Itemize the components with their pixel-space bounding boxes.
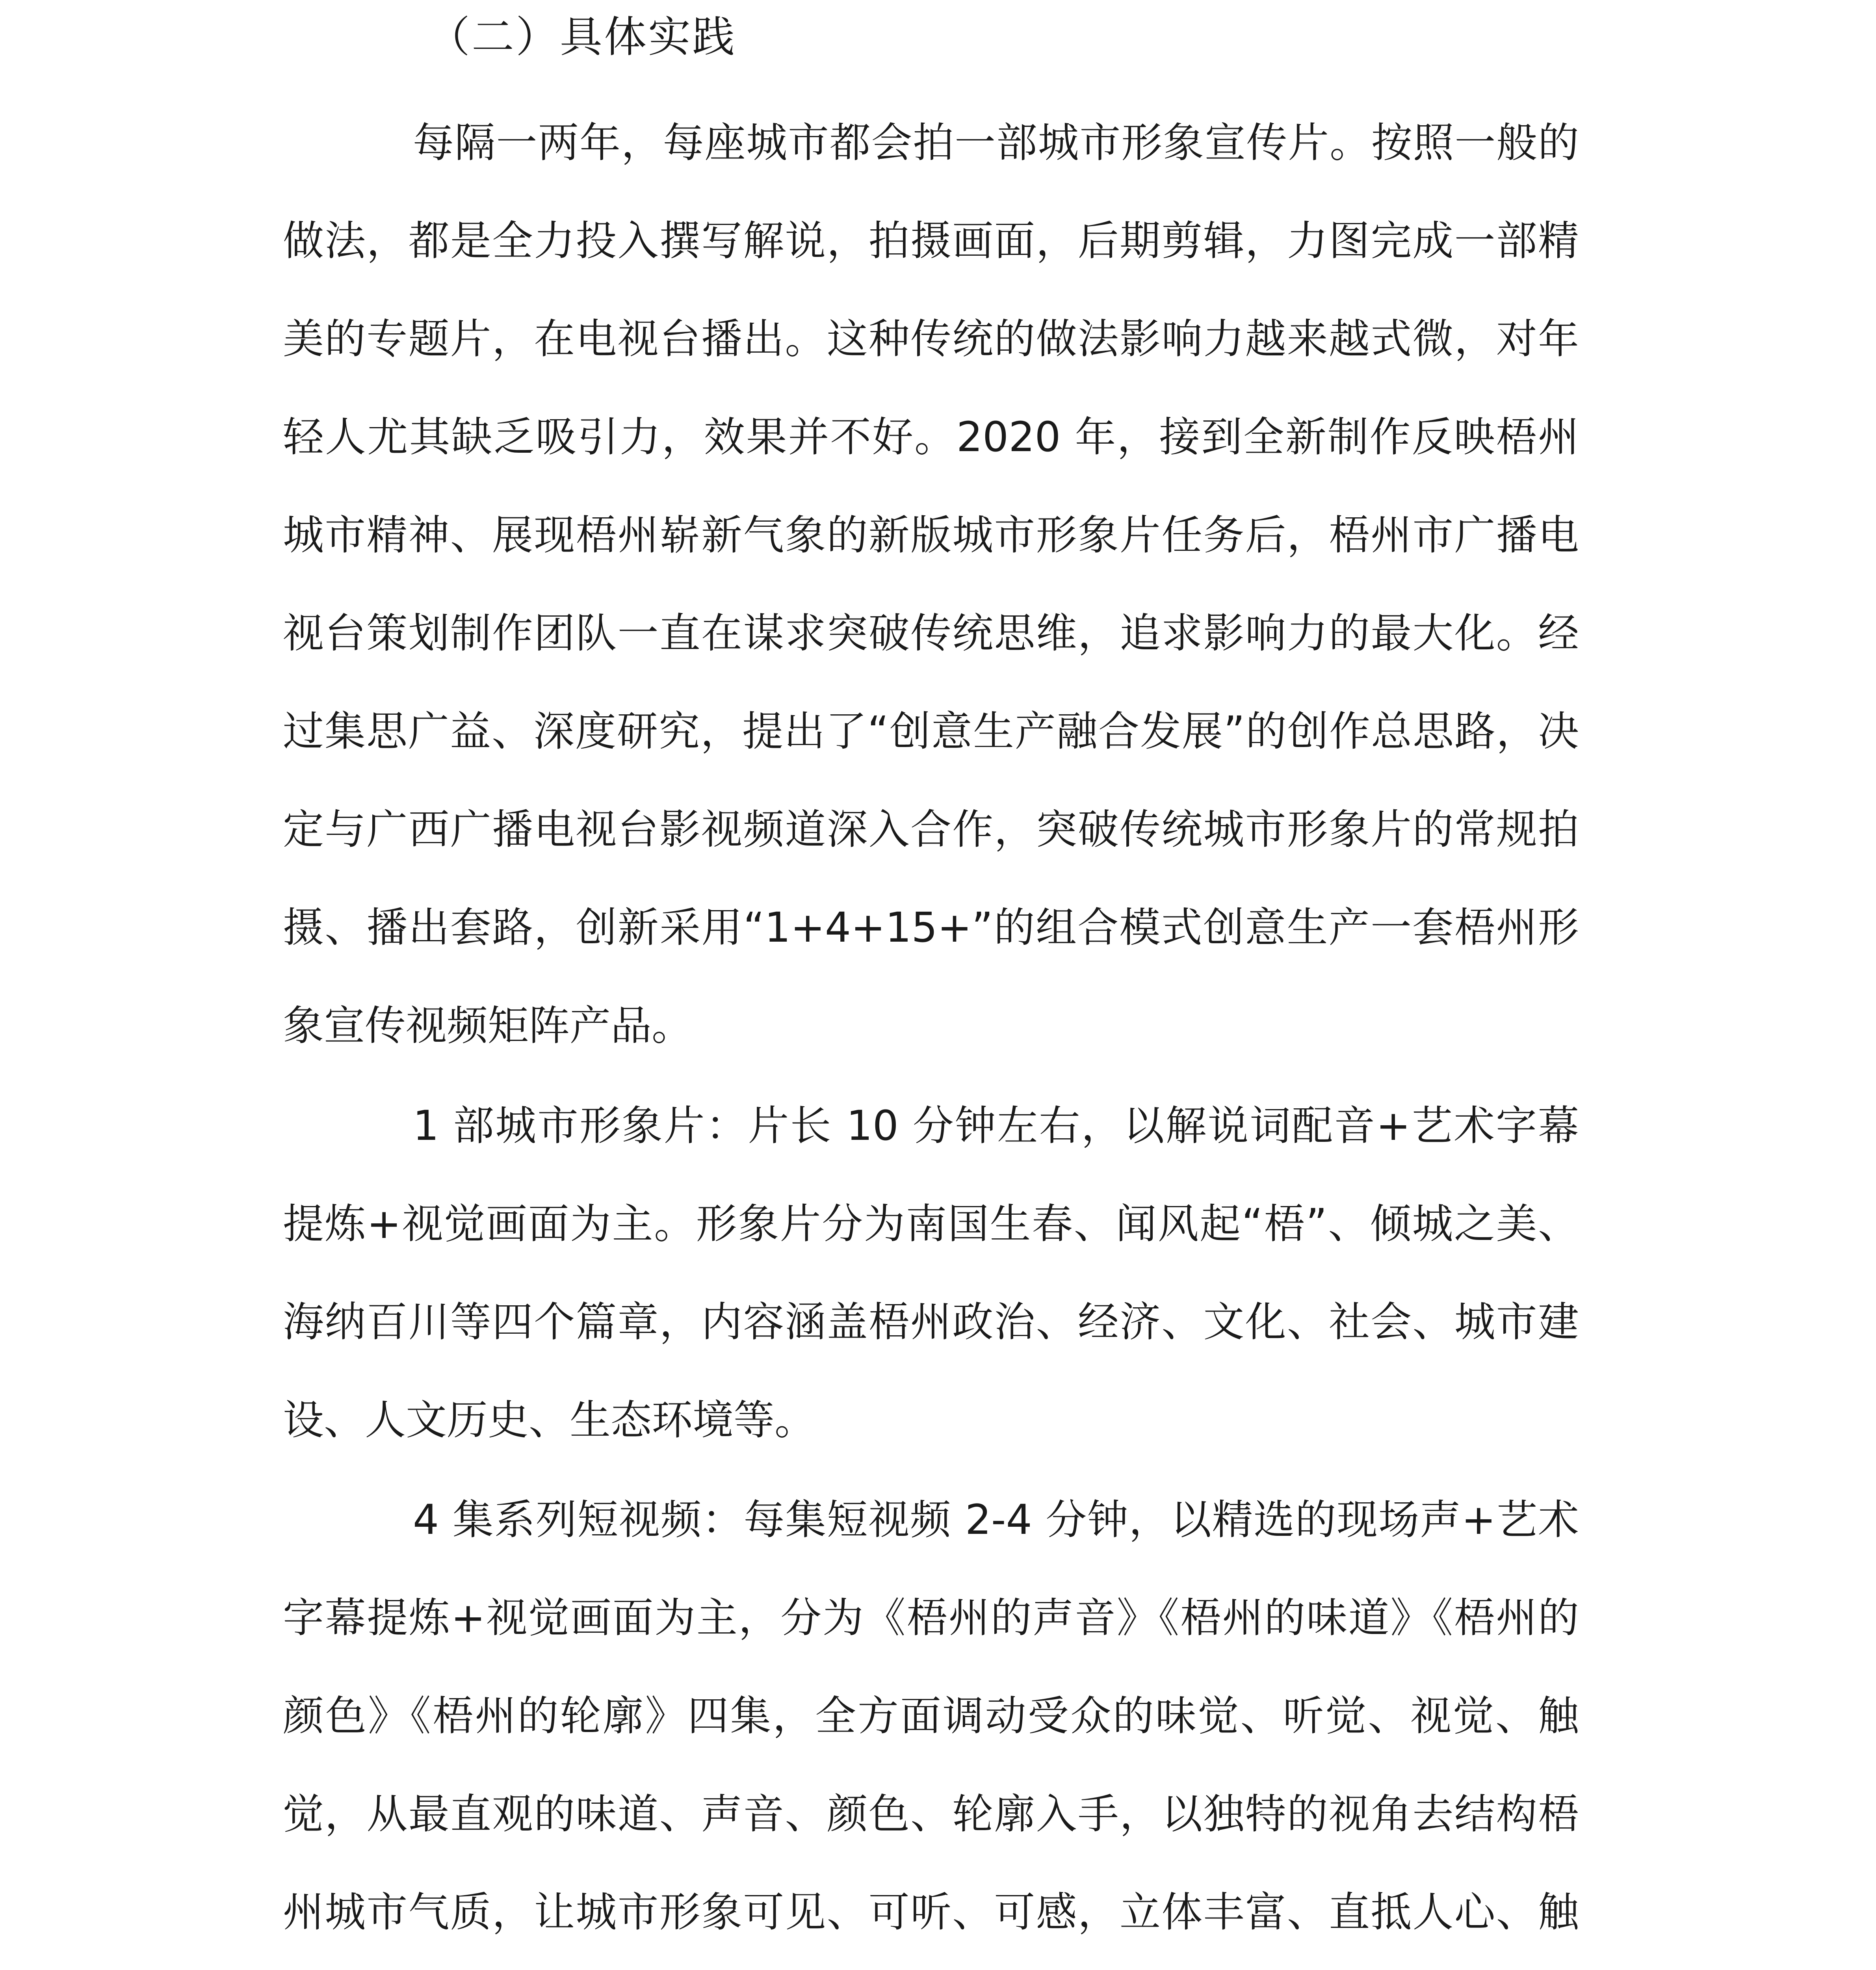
paragraph-background: 每隔一两年，每座城市都会拍一部城市形象宣传片。按照一般的做法，都是全力投入撰写解说，拍摄画面，后期剪辑，力图完成一部精美的专题片，在电视台播出。这种传统的做法影响力越来越式微，对年轻人尤其缺乏吸引力，效果并不好。2020 年，接到全新制作反映梧州城市精神、展现梧州崭新气象的新版城市形象片任务后，梧州市广播电视台策划制作团队一直在谋求突破传统思维，追求影响力的最大化。经过集思广益、深度研究，提出了“创意生产融合发展”的创作总思路，决定与广西广播电视台影视频道深入合作，突破传统城市形象片的常规拍摄、播出套路，创新采用“1+4+15+”的组合模式创意生产一套梧州形象宣传视频矩阵产品。	[283, 119, 1579, 1050]
section-heading: （二）具体实践	[427, 13, 737, 62]
paragraph-city-image-film: 1 部城市形象片：片长 10 分钟左右，以解说词配音+艺术字幕提炼+视觉画面为主。形象片分为南国生春、闻风起“梧”、倾城之美、海纳百川等四个篇章，内容涵盖梧州政治、经济、文化、社会、城市建设、人文历史、生态环境等。	[283, 1102, 1579, 1444]
paragraph-short-video-series: 4 集系列短视频：每集短视频 2-4 分钟，以精选的现场声+艺术字幕提炼+视觉画面为主，分为《梧州的声音》《梧州的味道》《梧州的颜色》《梧州的轮廓》四集，全方面调动受众的味觉、听觉、视觉、触觉，从最直观的味道、声音、颜色、轮廓入手，以独特的视角去结构梧州城市气质，让城市形象可见、可听、可感，立体丰富、直抵人心、触	[283, 1496, 1579, 1936]
